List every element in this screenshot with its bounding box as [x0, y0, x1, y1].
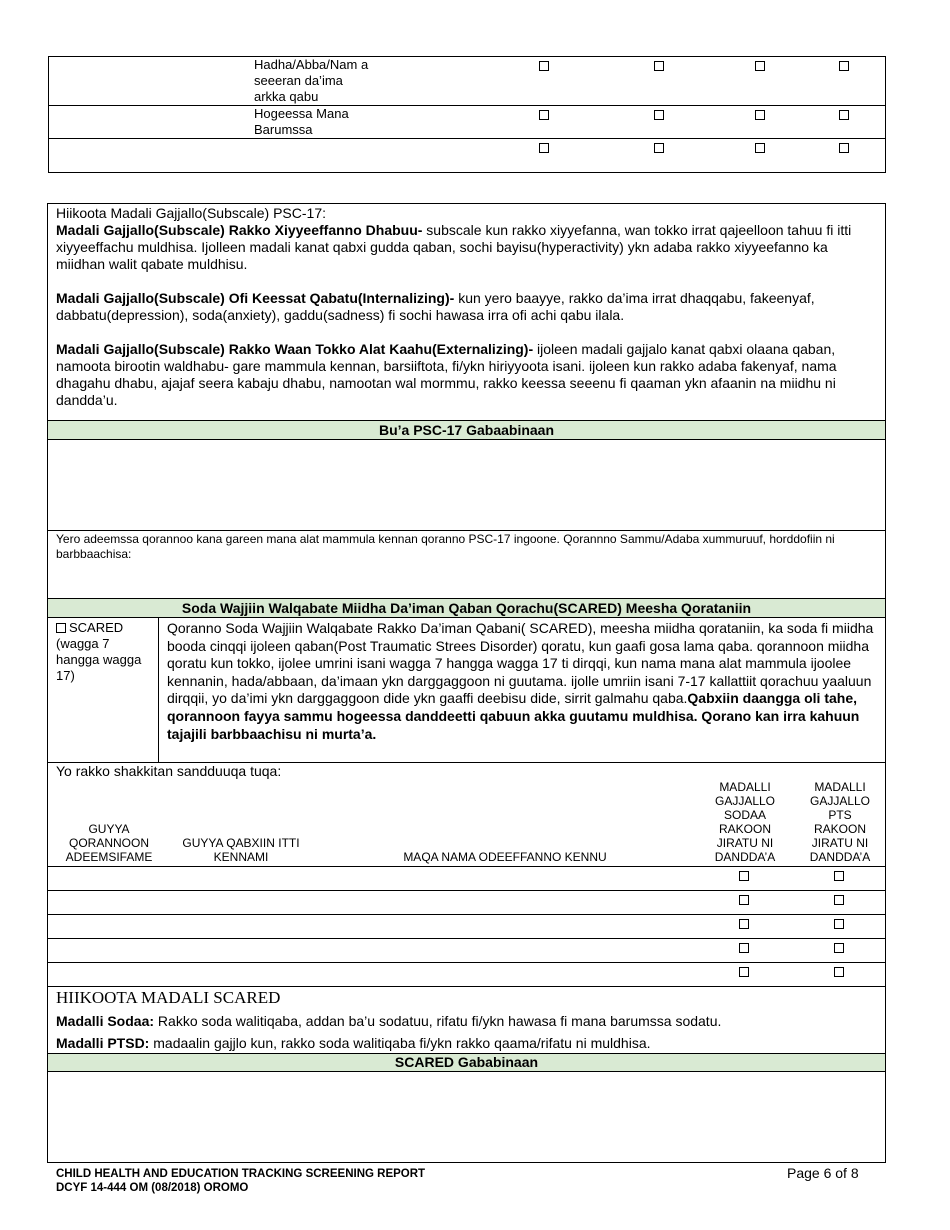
scared-anxiety-text: Rakko soda walitiqaba, addan ba’u sodatuu, rifatu fi/ykn hawasa fi mana barumssa sodatu.	[154, 1013, 722, 1029]
ptsd-checkbox[interactable]	[834, 895, 844, 905]
table-row[interactable]	[48, 867, 885, 890]
checkbox[interactable]	[654, 61, 664, 71]
psc-attention-title: Madali Gajjallo(Subscale) Rakko Xiyyeeffanno Dhabuu-	[56, 222, 423, 238]
col-header-informant-name: MAQA NAMA ODEEFFANNO KENNU	[403, 850, 607, 864]
psc-internalizing-text: kun yero baayye, rakko da’ima irrat dhaqqabu, fakeenyaf, dabbatu(depression), soda(anxiety), gaddu(sadness) fi sochi hawasa irra ofi achi qabu ilala.	[56, 290, 815, 323]
col-header-date-conducted: GUYYA QORANNOON ADEEMSIFAME	[65, 822, 153, 864]
checkbox[interactable]	[839, 61, 849, 71]
scared-description	[167, 620, 879, 743]
checkbox[interactable]	[539, 110, 549, 120]
psc-externalizing-definition	[56, 341, 876, 409]
psc-answers-area[interactable]	[48, 440, 885, 530]
psc-externalizing-text: ijoleen madali gajjalo kanat qabxi olaana qaban, namoota birootin waldhabu- gare mammula kennan, barsiiftota, fi/ykn hiriyyoota isani. ijoleen kun rakko adaba fakenyaf, nama dhagahu dhabu, ajajaf seera kabaju dhabu, namootan wal mormmu, rakko keessa seeenu fi qaaman ykn afaanin na miidhu ni dandda’u.	[56, 341, 837, 408]
scared-description-bold: Qabxiin daangga oli tahe, qorannoon fayya sammu hogeessa danddeetti qabuun akka guutamu muldhisa. Qorano kan irra kahuun tajajili barbbaachisu ni murta’a.	[167, 690, 860, 742]
scared-checkbox-cell	[56, 620, 154, 684]
psc-internalizing-definition	[56, 290, 876, 324]
psc-intro: Hiikoota Madali Gajjallo(Subscale) PSC-17:	[56, 205, 327, 221]
scared-description-text: Qoranno Soda Wajjiin Walqabate Rakko Da’iman Qabani( SCARED), meesha miidha qorataniin, ka soda fi miidha booda cinqqi ijoleen qaban(Post Traumatic Strees Disorder) qoratu, kun gaafi gosa lama qaba. qorannoon miidha qoratu kun tokko, ijolee umrini isani wagga 7 hangga wagga 17 ti dirqqi, kun nama mana alat mammula ijoolee kennanin, hada/abbaan, da’imaan ykn darggaggoon ni guutama. ijolle umriin isani 7-17 kallattiit qorachuu yaaluun dirqqii, yo da’imi ykn darggaggoon dide ykn gaaffi deebisu dide, sirrit galmahu qaba.	[167, 620, 874, 707]
ptsd-checkbox[interactable]	[834, 919, 844, 929]
scared-checkbox-label: SCARED (wagga 7 hangga wagga 17)	[56, 620, 142, 683]
checkbox[interactable]	[654, 110, 664, 120]
checkbox[interactable]	[539, 61, 549, 71]
anxiety-checkbox[interactable]	[739, 943, 749, 953]
psc-attention-definition	[56, 222, 876, 273]
table-row[interactable]	[48, 915, 885, 938]
psc-attention-text: subscale kun rakko xiyyefanna, wan tokko irrat qajeelloon tahuu fi itti xiyyeeffachu muldhisa. Ijolleen madali kanat qabxi gudda qaban, sochi bayisu(hyperactivity) ykn adaba rakko xiyyeefanno ka miidhan walit qabate muldhisu.	[56, 222, 852, 272]
scared-summary-header: SCARED Gababinaan	[47, 1053, 886, 1072]
psc-externalizing-title: Madali Gajjallo(Subscale) Rakko Waan Tokko Alat Kaahu(Externalizing)-	[56, 341, 534, 357]
psc-definitions	[56, 205, 876, 409]
anxiety-checkbox[interactable]	[739, 919, 749, 929]
checkbox[interactable]	[654, 143, 664, 153]
table-row[interactable]	[48, 963, 885, 986]
checkbox[interactable]	[755, 61, 765, 71]
checkbox[interactable]	[755, 110, 765, 120]
scared-check-prompt: Yo rakko shakkitan sandduuqa tuqa:	[56, 763, 282, 779]
psc-answers-header: Bu’a PSC-17 Gabaabinaan	[47, 420, 886, 440]
top-row-label-school: Hogeessa Mana Barumssa	[254, 106, 349, 137]
checkbox[interactable]	[755, 143, 765, 153]
ptsd-checkbox[interactable]	[834, 967, 844, 977]
footer-report-title: CHILD HEALTH AND EDUCATION TRACKING SCREENING REPORT	[56, 1168, 426, 1180]
psc-followup-note: Yero adeemssa qorannoo kana gareen mana alat mammula kennan qoranno PSC-17 ingoone. Qorannno Sammu/Adaba xummuruuf, horddofiin ni barbbaachisa:	[56, 532, 835, 561]
col-header-date-scored: GUYYA QABXIIN ITTI KENNAMI	[182, 836, 300, 864]
scared-ptsd-label: Madalli PTSD:	[56, 1035, 150, 1051]
scared-checkbox[interactable]	[56, 623, 66, 633]
psc-internalizing-title: Madali Gajjallo(Subscale) Ofi Keessat Qabatu(Internalizing)-	[56, 290, 455, 306]
col-header-anxiety-flag: MADALLI GAJJALLO SODAA RAKOON JIRATU NI DANDDA’A	[714, 780, 776, 864]
ptsd-checkbox[interactable]	[834, 943, 844, 953]
scared-ptsd-definition	[56, 1035, 876, 1052]
checkbox[interactable]	[539, 143, 549, 153]
scared-summary-area[interactable]	[48, 1072, 885, 1162]
anxiety-checkbox[interactable]	[739, 871, 749, 881]
checkbox[interactable]	[839, 110, 849, 120]
anxiety-checkbox[interactable]	[739, 895, 749, 905]
table-row[interactable]	[48, 891, 885, 914]
anxiety-checkbox[interactable]	[739, 967, 749, 977]
table-row[interactable]	[48, 939, 885, 962]
footer-page-number: Page 6 of 8	[787, 1165, 859, 1181]
scared-ptsd-text: madaalin gajjlo kun, rakko soda walitiqaba fi/ykn rakko qaama/rifatu ni muldhisa.	[149, 1035, 651, 1051]
scared-key-title: HIIKOOTA MADALI SCARED	[56, 988, 281, 1007]
col-header-ptsd-flag: MADALLI GAJJALLO PTS RAKOON JIRATU NI DANDDA’A	[809, 780, 871, 864]
checkbox[interactable]	[839, 143, 849, 153]
footer-form-number: DCYF 14-444 OM (08/2018) OROMO	[56, 1182, 249, 1194]
scared-anxiety-definition	[56, 1013, 876, 1030]
ptsd-checkbox[interactable]	[834, 871, 844, 881]
scared-section-header: Soda Wajjiin Walqabate Miidha Da’iman Qaban Qorachu(SCARED) Meesha Qorataniin	[47, 598, 886, 618]
scared-anxiety-label: Madalli Sodaa:	[56, 1013, 155, 1029]
top-row-label-parent: Hadha/Abba/Nam a seeeran da’ima arkka qabu	[254, 57, 369, 104]
